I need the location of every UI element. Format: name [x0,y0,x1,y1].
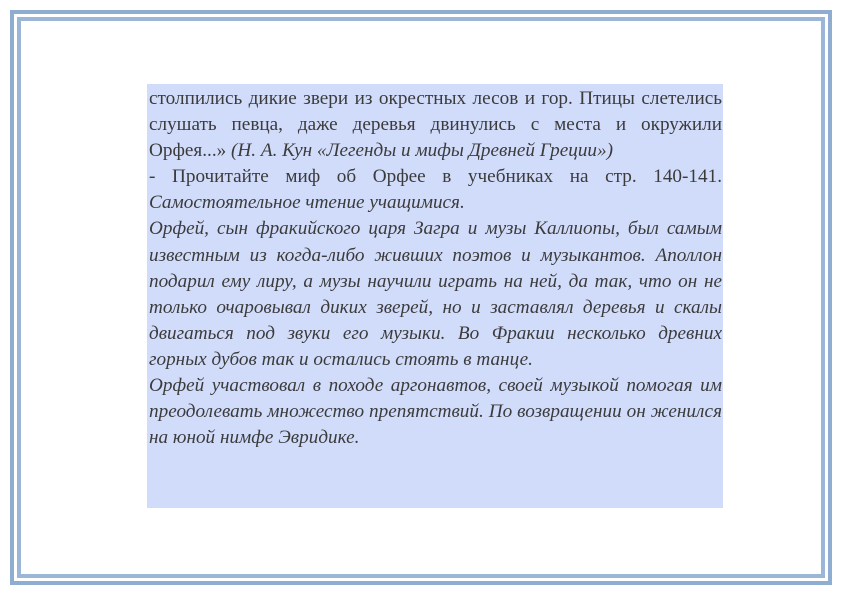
quote-citation: (Н. А. Кун «Легенды и мифы Древней Греции») [231,140,614,162]
paragraph-argonauts: Орфей участвовал в походе аргонавтов, своей музыкой помогая им преодолевать множество препятствий. По возвращении он женился на юной нимфе Эвридике. [149,375,722,449]
reading-task-text: - Прочитайте миф об Орфее в учебниках на стр. 140-141. [149,166,722,188]
text-box [147,84,723,508]
quote-text: столпились дикие звери из окрестных лесов и гор. Птицы слетелись слушать певца, даже деревья двинулись с места и окружили Орфея...» [149,88,722,162]
reading-task-note: Самостоятельное чтение учащимися. [149,192,465,214]
paragraph-orpheus-bio: Орфей, сын фракийского царя Загра и музы Каллиопы, был самым известным из когда-либо живших поэтов и музыкантов. Аполлон подарил ему лиру, а музы научили играть на ней, да так, что он не только очаровывал диких зверей, но и заставлял деревья и скалы двигаться под звуки его музыки. Во Фракии несколько древних горных дубов так и остались стоять в танце. [149,218,722,370]
paragraph-orpheus-quote [149,86,722,164]
paragraph-reading-task [149,164,722,216]
